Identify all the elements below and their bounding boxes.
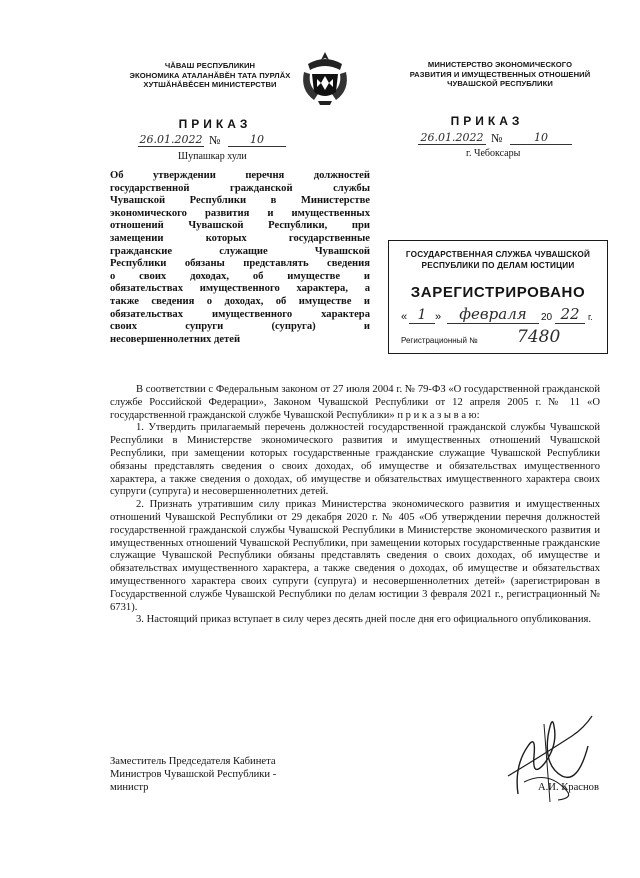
left-org-line: ХУТШӐНӐВӖСЕН МИНИСТЕРСТВИ [143, 80, 277, 90]
right-org-line: МИНИСТЕРСТВО ЭКОНОМИЧЕСКОГО [427, 60, 573, 69]
title-line: Республики обязаны представлять сведения [110, 258, 370, 270]
position-line: министр [110, 782, 149, 794]
left-doc-type: ПРИКАЗ [178, 117, 252, 131]
stamp-day: 1 [409, 307, 435, 324]
right-org-line: ЧУВАШСКОЙ РЕСПУБЛИКИ [447, 79, 553, 89]
left-number: 10 [228, 133, 286, 147]
stamp-year-prefix: 20 [541, 312, 553, 323]
stamp-reg-number: 7480 [517, 327, 561, 347]
left-org-line: ЭКОНОМИКА АТАЛАНӐВӖН ТАТА ПУРЛӐХ [129, 70, 291, 80]
title-line: Об утверждении перечня должностей [110, 170, 370, 181]
right-date-number-row [418, 131, 574, 147]
position-line: Заместитель Председателя Кабинета [110, 756, 276, 767]
stamp-quote-open: « [401, 311, 408, 323]
right-date: 26.01.2022 [418, 131, 486, 145]
title-line: своих супруги (супруга) и [110, 321, 370, 333]
body-paragraph: 2. Признать утратившим силу приказ Министерства экономического развития и имущественных отношений Чувашской Республики от 29 декабря 2020 г. № 405 «Об утверждении перечня должностей государственной гражданской службы Чувашской Республики в Министерстве экономического развития и имущественных отношений Чувашской Республики, при замещении которых государственные гражданские служащие Чувашской Республики обязаны представлять сведения о своих доходах, об имуществе и обязательствах имущественного характера, а также сведения о доходах, об имуществе и обязательствах имущественного характера своих супруги (супруга) и несовершеннолетних детей» (зарегистрирован в Государственной службе Чувашской Республики по делам юстиции 3 февраля 2021 г., регистрационный № 6731). [110, 499, 600, 613]
title-line: гражданские служащие Чувашской [110, 245, 370, 257]
right-doc-type: ПРИКАЗ [450, 114, 524, 128]
stamp-org-line: РЕСПУБЛИКИ ПО ДЕЛАМ ЮСТИЦИИ [421, 261, 575, 270]
right-org-line: РАЗВИТИЯ И ИМУЩЕСТВЕННЫХ ОТНОШЕНИЙ [409, 69, 591, 79]
stamp-org-line: ГОСУДАРСТВЕННАЯ СЛУЖБА ЧУВАШСКОЙ [405, 250, 591, 259]
body-paragraph: 1. Утвердить прилагаемый перечень должностей государственной гражданской службы Чувашской Республики в Министерстве экономического развития и имущественных отношений Чувашской Республики, при замещении которых государственные гражданские служащие Чувашской Республики обязаны представлять сведения о своих доходах, об имуществе и обязательствах имущественного характера, а также сведения о доходах, об имуществе и обязательствах имущественного характера своих супруги (супруга) и несовершеннолетних детей. [110, 422, 600, 498]
title-line: замещении которых государственные [110, 232, 370, 244]
stamp-title: ЗАРЕГИСТРИРОВАНО [410, 284, 586, 301]
document-title [110, 170, 370, 346]
left-org-line: ЧӐВАШ РЕСПУБЛИКИН [164, 61, 256, 70]
title-line: отношений Чувашской Республики, при [110, 220, 370, 232]
body-paragraph: В соответствии с Федеральным законом от 27 июля 2004 г. № 79-ФЗ «О государственной гражданской службе Российской Федерации», Законом Чувашской Республики от 12 апреля 2005 г. № 11 «О государственной гражданской службе Чувашской Республики» п р и к а з ы в а ю: [110, 384, 600, 421]
left-city: Шупашкар хули [178, 151, 247, 162]
title-line: о своих доходах, об имуществе и [110, 270, 370, 282]
right-city: г. Чебоксары [466, 148, 521, 159]
stamp-reg-label: Регистрационный № [401, 336, 478, 345]
stamp-year: 22 [555, 305, 585, 324]
title-line: обязательствах имущественного характера [110, 308, 370, 320]
emblem-icon [294, 46, 356, 108]
right-number: 10 [510, 131, 572, 145]
stamp-month: февраля [447, 305, 539, 324]
title-line: несовершеннолетних детей [110, 333, 241, 345]
right-org-name [390, 60, 610, 89]
body-paragraph: 3. Настоящий приказ вступает в силу через десять дней после дня его официального опубликования. [136, 614, 592, 626]
registration-stamp [388, 240, 608, 354]
title-line: Чувашской Республики в Министерстве [110, 195, 370, 207]
left-org-name [110, 61, 310, 90]
title-line: также сведения о доходах, об имуществе и [110, 295, 370, 307]
stamp-year-unit: г. [588, 312, 593, 322]
title-line: экономического развития и имущественных [110, 207, 370, 219]
position-line: Министров Чувашской Республики - [110, 769, 277, 781]
signatory-position [110, 755, 340, 795]
left-date: 26.01.2022 [139, 133, 203, 146]
stamp-quote-close: » [435, 311, 442, 323]
document-body [110, 384, 600, 627]
right-number-sign: № [491, 131, 503, 145]
left-date-number-row [138, 133, 288, 149]
signatory-name: А.И. Краснов [538, 782, 599, 793]
title-line: обязательствах имущественного характера, а [110, 283, 370, 295]
left-number-sign: № [209, 133, 221, 147]
title-line: государственной гражданской службы [110, 182, 370, 194]
